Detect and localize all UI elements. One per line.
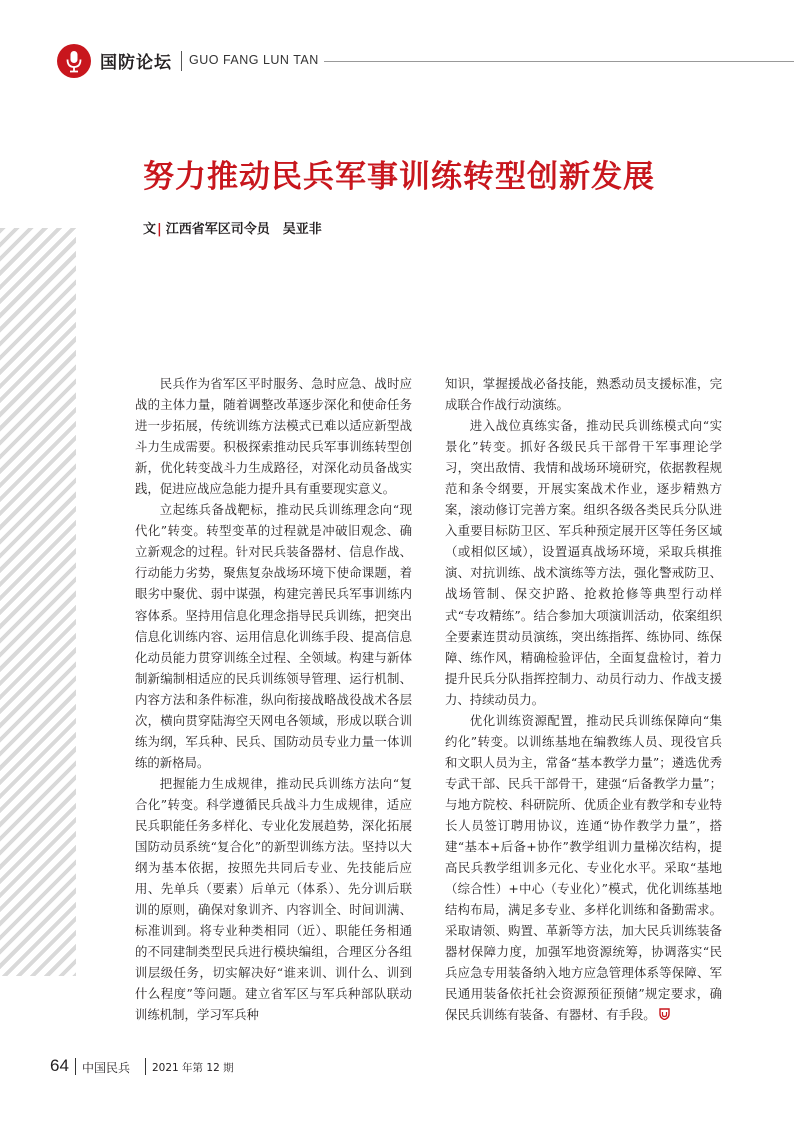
- left-text-column: [135, 373, 412, 1025]
- page-number: 64: [50, 1056, 69, 1075]
- paragraph: 立起练兵备战靶标，推动民兵训练理念向“现代化”转变。转型变革的过程就是冲破旧观念、确立新观念的过程。针对民兵装备器材、信息作战、行动能力劣势，聚焦复杂战场环境下使命课题，着眼劣中聚优、弱中谋强，构建完善民兵军事训练内容体系。坚持用信息化理念指导民兵训练，把突出信息化训练内容、运用信息化训练手段、提高信息化动员能力贯穿训练全过程、全领域。构建与新体制新编制相适应的民兵训练领导管理、运行机制、内容方法和条件标准，纵向衔接战略战役战术各层次，横向贯穿陆海空天网电各领域，形成以联合训练为纲，军兵种、民兵、国防动员专业力量一体训练的新格局。: [135, 502, 412, 770]
- article-title: 努力推动民兵军事训练转型创新发展: [143, 159, 655, 195]
- byline-author: 江西省军区司令员 吴亚非: [165, 222, 322, 237]
- paragraph: 民兵作为省军区平时服务、急时应急、战时应战的主体力量，随着调整改革逐步深化和使命任务进一步拓展，传统训练方法模式已难以适应新型战斗力生成需要。积极探索推动民兵军事训练转型创新，优化转变战斗力生成路径，对深化动员备战实践，促进应战应急能力提升具有重要现实意义。: [135, 376, 412, 497]
- paragraph: 进入战位真练实备，推动民兵训练模式向“实景化”转变。抓好各级民兵干部骨干军事理论学习，突出敌情、我情和战场环境研究，依据教程规范和条令纲要，开展实案战术作业，逐步精熟方案，滚动修订完善方案。组织各级各类民兵分队进入重要目标防卫区、军兵种预定展开区等任务区域（或相似区域），设置逼真战场环境，采取兵棋推演、对抗训练、战术演练等方法，强化警戒防卫、战场管制、保交护路、抢救抢修等典型行动样式“专攻精练”。结合参加大项演训活动，依案组织全要素连贯动员演练，突出练指挥、练协同、练保障、练作风，精确检验评估，全面复盘检讨，着力提升民兵分队指挥控制力、动员行动力、作战支援力、持续动员力。: [445, 418, 722, 707]
- paragraph: 知识，掌握援战必备技能，熟悉动员支援标准，完成联合作战行动演练。: [445, 376, 722, 413]
- paragraph: [445, 710, 722, 1026]
- issue-info: 2021 年第 12 期: [152, 1062, 234, 1074]
- right-text-column: [445, 373, 722, 1025]
- header-rule: [324, 61, 794, 62]
- footer-divider: [145, 1058, 146, 1075]
- paragraph-text: 优化训练资源配置，推动民兵训练保障向“集约化”转变。以训练基地在编教练人员、现役官兵和文职人员为主，常备“基本教学力量”；遴选优秀专武干部、民兵干部骨干，建强“后备教学力量”；与地方院校、科研院所、优质企业有教学和专业特长人员签订聘用协议，连通“协作教学力量”，搭建“基本+后备+协作”教学组训力量梯次结构，提高民兵教学组训多元化、专业化水平。采取“基地（综合性）+中心（专业化）”模式，优化训练基地结构布局，满足多专业、多样化训练和备勤需求。采取请领、购置、革新等方法，加大民兵训练装备器材保障力度，加强军地资源统筹，协调落实“民兵应急专用装备纳入地方应急管理体系等保障、军民通用装备依托社会资源预征预储”规定要求，确保民兵训练有装备、有器材、有手段。: [445, 712, 722, 1023]
- shield-end-mark-icon: [659, 1008, 670, 1020]
- byline-prefix: 文: [143, 222, 157, 237]
- column-name: 国防论坛: [100, 53, 172, 73]
- diagonal-stripe-decoration: [0, 228, 76, 976]
- byline-separator: |: [157, 222, 162, 237]
- column-pinyin: GUO FANG LUN TAN: [189, 53, 319, 67]
- microphone-icon: [57, 44, 91, 78]
- magazine-name: 中国民兵: [82, 1061, 131, 1075]
- paragraph: 把握能力生成规律，推动民兵训练方法向“复合化”转变。科学遵循民兵战斗力生成规律，适应民兵职能任务多样化、专业化发展趋势，深化拓展国防动员系统“复合化”的新型训练方法。坚持以大纲为基本依据，按照先共同后专业、先技能后应用、先单兵（要素）后单元（体系）、先分训后联训的原则，确保对象训齐、内容训全、时间训满、标准训到。将专业种类相同（近）、职能任务相通的不同建制类型民兵进行模块编组，合理区分各组训层级任务，切实解决好“谁来训、训什么、训到什么程度”等问题。建立省军区与军兵种部队联动训练机制，学习军兵种: [135, 775, 412, 1023]
- byline: [143, 218, 322, 237]
- footer-divider: [75, 1058, 76, 1075]
- column-logo: [57, 44, 91, 78]
- header-divider: [181, 51, 182, 71]
